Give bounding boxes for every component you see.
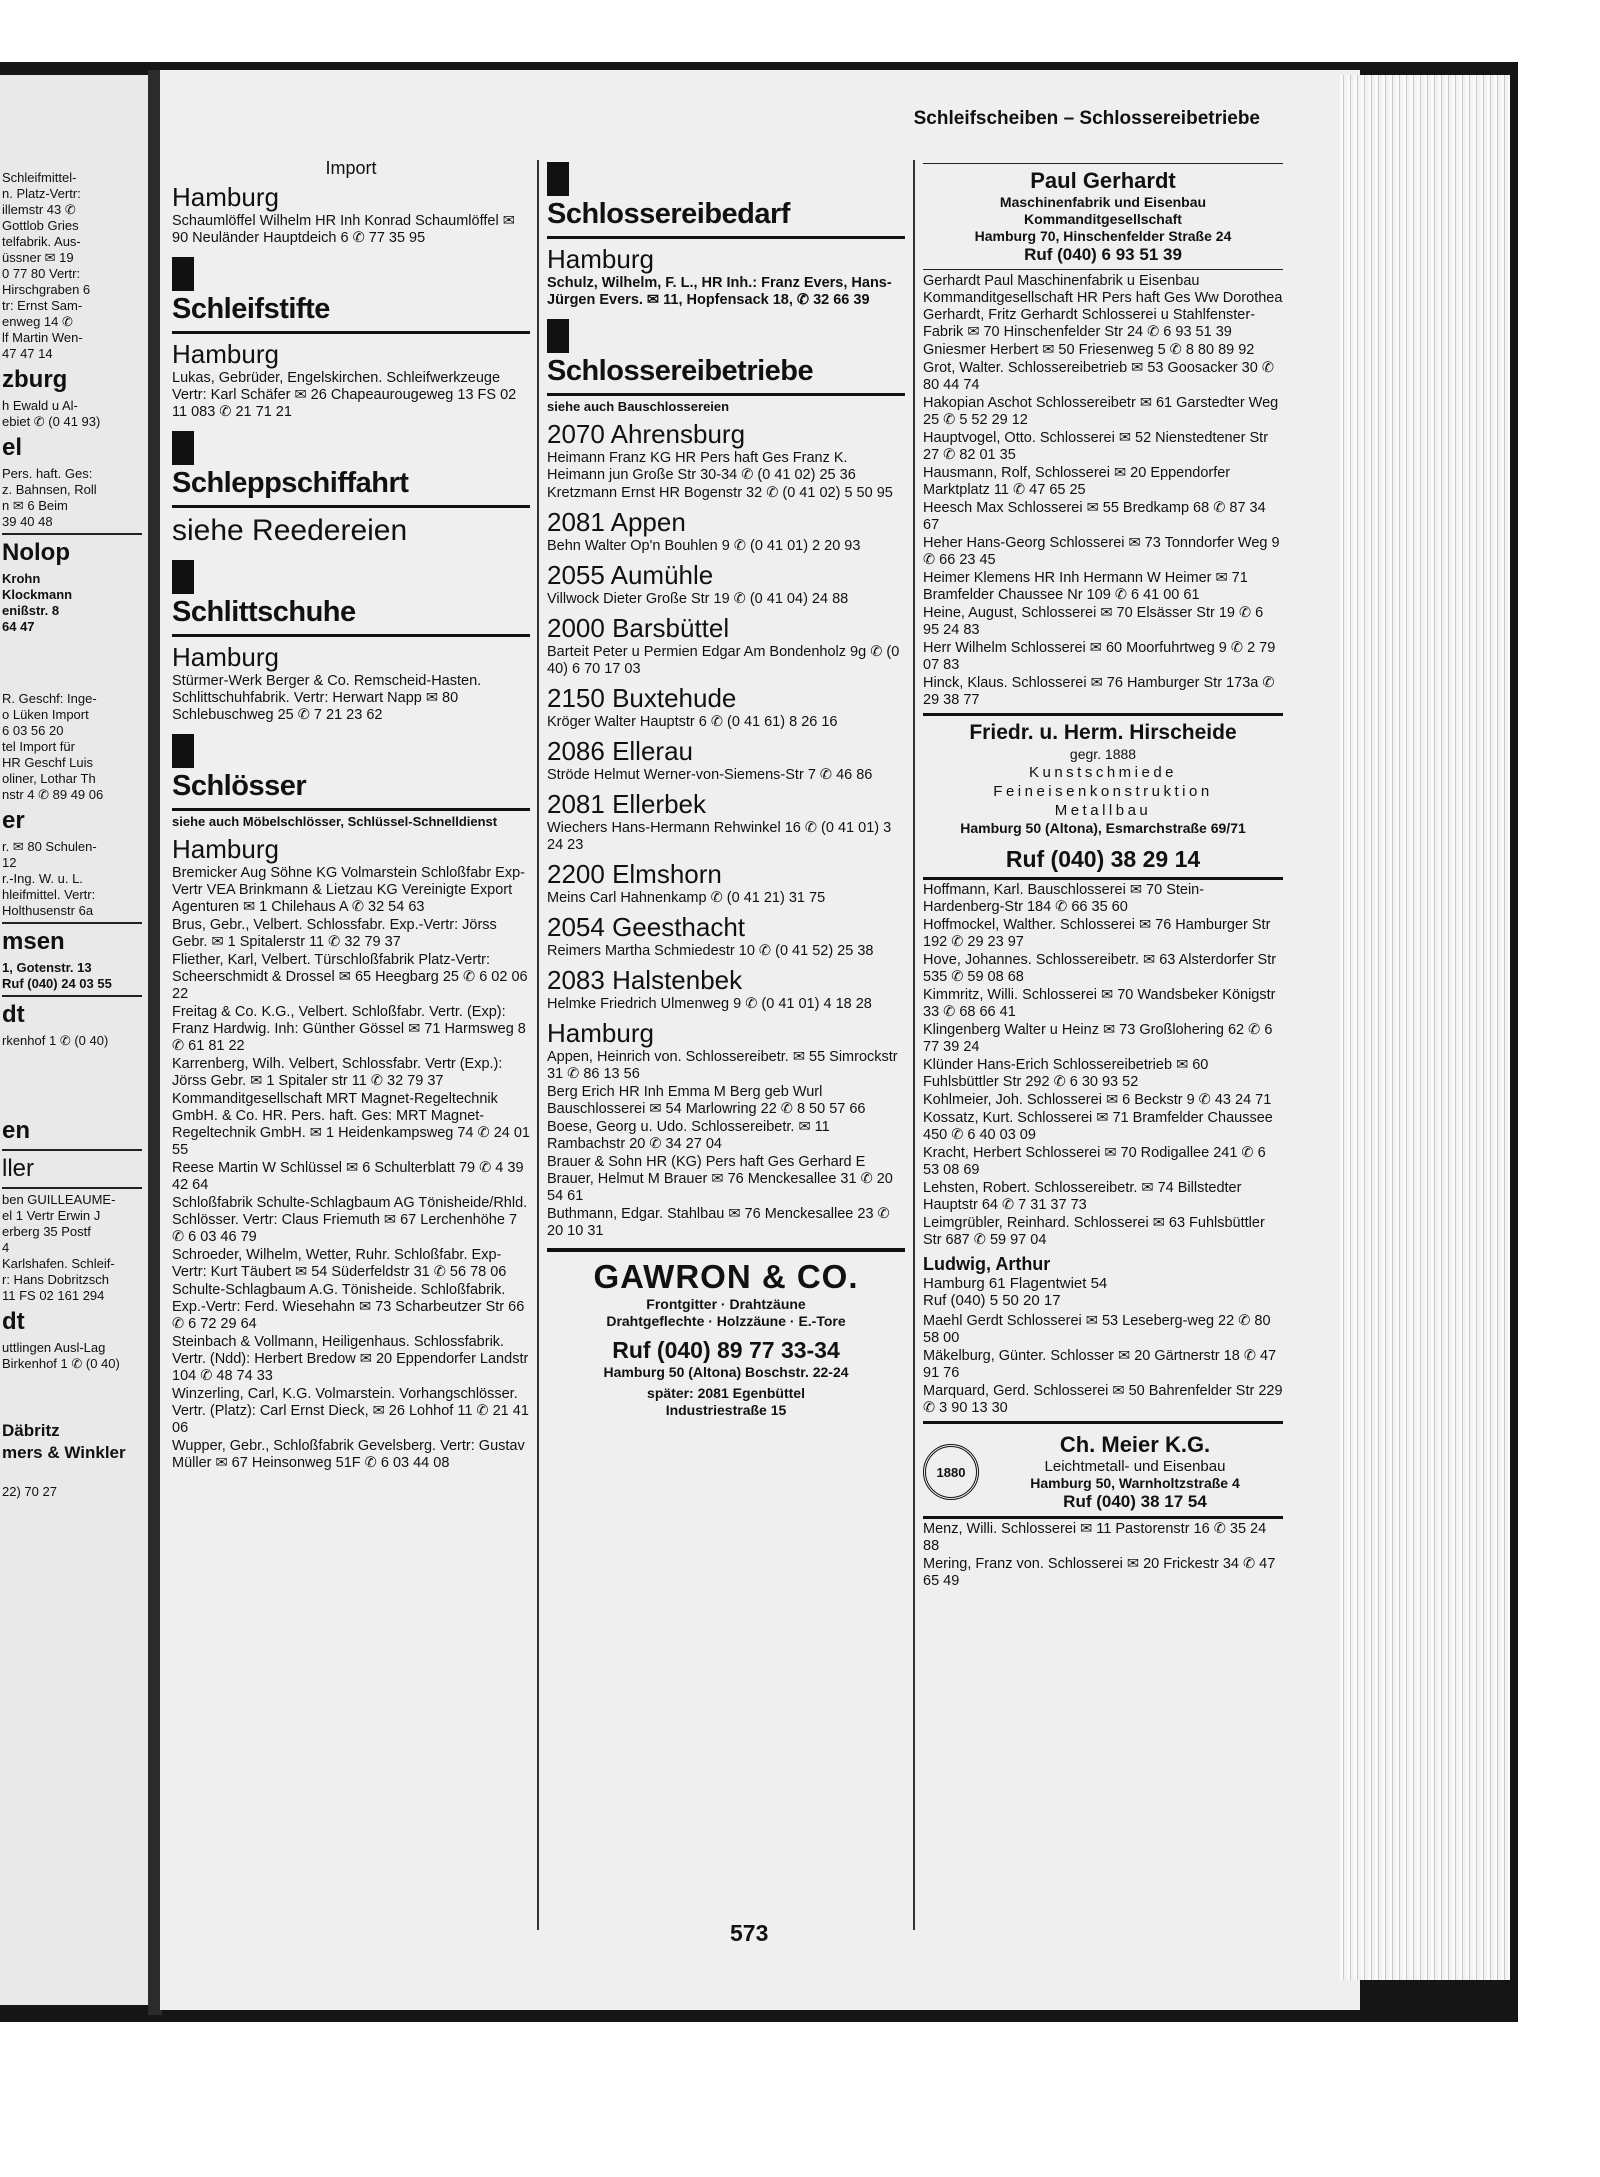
section-marker [172, 560, 194, 594]
advert-address: Hamburg 50 (Altona), Esmarchstraße 69/71 [960, 820, 1246, 836]
gawron-advert [547, 1248, 905, 1419]
section-title: Schleifstifte [172, 293, 330, 325]
left-page-line: enißstr. 8 [2, 603, 60, 618]
left-page-line: illemstr 43 ✆ [2, 202, 76, 217]
entry: Menz, Willi. Schlosserei ✉ 11 Pastorenstr 16 ✆ 35 24 88 [923, 1521, 1267, 1554]
left-page-line: 6 03 56 20 [2, 723, 64, 738]
entry: Gniesmer Herbert ✉ 50 Friesenweg 5 ✆ 8 80 89 92 [923, 342, 1255, 358]
divider [923, 163, 1283, 164]
advert-founded: gegr. 1888 [1069, 746, 1137, 762]
advert-line: Metallbau [1054, 802, 1152, 819]
entry: Winzerling, Carl, K.G. Volmarstein. Vorhangschlösser. Vertr. (Platz): Carl Ernst Dieck, ✉ 26 Lohhof 11 ✆ 21 41 06 [172, 1386, 529, 1436]
city-heading: Hamburg [172, 642, 279, 672]
section-marker [172, 257, 194, 291]
see-also: siehe auch Bauschlossereien [547, 399, 730, 414]
entry: Hoffmockel, Walther. Schlosserei ✉ 76 Hamburger Str 192 ✆ 29 23 97 [923, 917, 1271, 950]
entry: Klünder Hans-Erich Schlossereibetrieb ✉ 60 Fuhlsbüttler Str 292 ✆ 6 30 93 52 [923, 1057, 1209, 1090]
entry: Freitag & Co. K.G., Velbert. Schloßfabr. Vertr. (Exp): Franz Hardwig. Inh: Günther Gössel ✉ 71 Harmsweg 8 ✆ 61 81 22 [172, 1004, 526, 1054]
left-page-line: mers & Winkler [2, 1443, 126, 1462]
entry: Leimgrübler, Reinhard. Schlosserei ✉ 63 Fuhlsbüttler Str 687 ✆ 59 97 04 [923, 1215, 1265, 1248]
entry: Klingenberg Walter u Heinz ✉ 73 Großlohering 62 ✆ 6 77 39 24 [923, 1022, 1273, 1055]
entry: Reese Martin W Schlüssel ✉ 6 Schulterblatt 79 ✆ 4 39 42 64 [172, 1160, 524, 1193]
entry: Brauer & Sohn HR (KG) Pers haft Ges Gerhard E Brauer, Helmut M Brauer ✉ 76 Menckesallee 31 ✆ 20 54 61 [547, 1154, 893, 1204]
city-heading: 2081 Appen [547, 507, 686, 537]
entry: Grot, Walter. Schlossereibetrieb ✉ 53 Goosacker 30 ✆ 80 44 74 [923, 360, 1274, 393]
entry-phone: Ruf (040) 5 50 20 17 [923, 1292, 1061, 1309]
advert-line: Frontgitter · Drahtzäune [646, 1296, 806, 1312]
column-2 [547, 160, 905, 1423]
divider [2, 922, 142, 924]
entry: Schulte-Schlagbaum A.G. Tönisheide. Schloßfabrik. Exp.-Vertr: Ferd. Wiesehahn ✉ 73 Scharbeutzer Str 66 ✆ 6 72 29 64 [172, 1282, 525, 1332]
advert-name: Paul Gerhardt [1030, 168, 1176, 193]
running-title: Schleifscheiben – Schlossereibetriebe [913, 108, 1260, 129]
left-page-line: r: Hans Dobritzsch [2, 1272, 109, 1287]
entry: Herr Wilhelm Schlosserei ✉ 60 Moorfuhrtweg 9 ✆ 2 79 07 83 [923, 640, 1276, 673]
left-page-line: 1, Gotenstr. 13 [2, 960, 92, 975]
left-page-line: 47 47 14 [2, 346, 53, 361]
left-page-line: ebiet ✆ (0 41 93) [2, 414, 101, 429]
city-heading: 2054 Geesthacht [547, 912, 746, 942]
left-page-line: h Ewald u Al- [2, 398, 78, 413]
entry: Mäkelburg, Günter. Schlosser ✉ 20 Gärtnerstr 18 ✆ 47 91 76 [923, 1348, 1277, 1381]
section-title: Schlossereibetriebe [547, 355, 814, 387]
entry: Kretzmann Ernst HR Bogenstr 32 ✆ (0 41 02) 5 50 95 [547, 485, 893, 501]
divider [2, 1149, 142, 1151]
entry: Hauptvogel, Otto. Schlosserei ✉ 52 Nienstedtener Str 27 ✆ 82 01 35 [923, 430, 1269, 463]
section-rule [172, 331, 530, 334]
entry: Schroeder, Wilhelm, Wetter, Ruhr. Schloßfabr. Exp-Vertr: Kurt Täubert ✉ 54 Süderfeldstr 31 ✆ 56 78 06 [172, 1247, 507, 1280]
entry-address: Hamburg 61 Flagentwiet 54 [923, 1275, 1108, 1292]
city-heading: 2081 Ellerbek [547, 789, 706, 819]
left-heading: msen [2, 928, 65, 955]
left-page-line: üssner ✉ 19 [2, 250, 74, 265]
left-heading: dt [2, 1001, 25, 1028]
page-number: 573 [730, 1920, 769, 1946]
left-heading: ller [2, 1155, 35, 1182]
left-page-line: erberg 35 Postf [2, 1224, 91, 1239]
entry: Kröger Walter Hauptstr 6 ✆ (0 41 61) 8 26 16 [547, 714, 838, 730]
entry: Hoffmann, Karl. Bauschlosserei ✉ 70 Stein-Hardenberg-Str 184 ✆ 66 35 60 [923, 882, 1205, 915]
city-heading: 2070 Ahrensburg [547, 419, 746, 449]
left-page-line: n ✉ 6 Beim [2, 498, 68, 513]
entry: Hove, Johannes. Schlossereibetr. ✉ 63 Alsterdorfer Str 535 ✆ 59 08 68 [923, 952, 1277, 985]
left-heading: dt [2, 1308, 25, 1335]
advert-line: Drahtgeflechte · Holzzäune · E.-Tore [606, 1313, 846, 1329]
city-heading: 2055 Aumühle [547, 560, 714, 590]
divider [923, 713, 1283, 716]
left-page-line: Gottlob Gries [2, 218, 79, 233]
entry: Bremicker Aug Söhne KG Volmarstein Schloßfabr Exp-Vertr VEA Brinkmann & Lietzau KG Vereinigte Export Agenturen ✉ 1 Chilehaus A ✆ 32 54 63 [172, 865, 525, 915]
city-heading: 2086 Ellerau [547, 736, 693, 766]
entry: Heine, August, Schlosserei ✉ 70 Elsässer Str 19 ✆ 6 95 24 83 [923, 605, 1264, 638]
advert-line: Industriestraße 15 [665, 1402, 787, 1418]
entry: Barteit Peter u Permien Edgar Am Bondenholz 9g ✆ (0 40) 6 70 17 03 [547, 644, 900, 677]
section-title: Schlösser [172, 770, 307, 802]
entry: Reimers Martha Schmiedestr 10 ✆ (0 41 52) 25 38 [547, 943, 874, 959]
entry: Meins Carl Hahnenkamp ✆ (0 41 21) 31 75 [547, 890, 826, 906]
entry: Schaumlöffel Wilhelm HR Inh Konrad Schaumlöffel ✉ 90 Neuländer Hauptdeich 6 ✆ 77 35 95 [172, 213, 515, 246]
city-heading: Hamburg [547, 244, 654, 274]
left-page-line: 4 [2, 1240, 10, 1255]
entry: Stürmer-Werk Berger & Co. Remscheid-Hasten. Schlittschuhfabrik. Vertr: Herwart Napp ✉ 80 Schlebuschweg 25 ✆ 7 21 23 62 [172, 673, 482, 723]
advert-address: Hamburg 50, Warnholtzstraße 4 [1030, 1475, 1240, 1491]
entry: Maehl Gerdt Schlosserei ✉ 53 Leseberg-weg 22 ✆ 80 58 00 [923, 1313, 1271, 1346]
entry: Heimann Franz KG HR Pers haft Ges Franz K. Heimann jun Große Str 30-34 ✆ (0 41 02) 25 36 [547, 450, 856, 483]
section-marker [172, 734, 194, 768]
entry: Hinck, Klaus. Schlosserei ✉ 76 Hamburger Str 173a ✆ 29 38 77 [923, 675, 1275, 708]
section-title: Schleppschiffahrt [172, 467, 409, 499]
gerhardt-advert [923, 168, 1283, 265]
left-page-line: tel Import für [2, 739, 75, 754]
advert-name: Ch. Meier K.G. [1059, 1432, 1211, 1457]
entry: Karrenberg, Wilh. Velbert, Schlossfabr. Vertr (Exp.): Jörss Gebr. ✉ 1 Spitaler str 11 ✆ 32 79 37 [172, 1056, 503, 1089]
advert-phone: Ruf (040) 38 17 54 [1063, 1492, 1207, 1511]
cross-reference: siehe Reedereien [172, 514, 408, 547]
entry: Buthmann, Edgar. Stahlbau ✉ 76 Menckesallee 23 ✆ 20 10 31 [547, 1206, 890, 1239]
entry: Kracht, Herbert Schlosserei ✉ 70 Rodigallee 241 ✆ 6 53 08 69 [923, 1145, 1266, 1178]
left-heading: en [2, 1117, 31, 1144]
city-heading: 2000 Barsbüttel [547, 613, 730, 643]
left-page-line: lf Martin Wen- [2, 330, 83, 345]
section-rule [547, 236, 905, 239]
hirscheide-advert [923, 720, 1283, 873]
left-page-line: Karlshafen. Schleif- [2, 1256, 115, 1271]
left-page-line: Ruf (040) 24 03 55 [2, 976, 112, 991]
advert-line: Kommanditgesellschaft [1024, 211, 1182, 227]
entry: Boese, Georg u. Udo. Schlossereibetr. ✉ 11 Rambachstr 20 ✆ 34 27 04 [547, 1119, 830, 1152]
entry: Marquard, Gerd. Schlosserei ✉ 50 Bahrenfelder Str 229 ✆ 3 90 13 30 [923, 1383, 1283, 1416]
divider [923, 269, 1283, 270]
entry: Wupper, Gebr., Schloßfabrik Gevelsberg. Vertr: Gustav Müller ✉ 67 Heinsonweg 51F ✆ 6 03 44 08 [172, 1438, 525, 1471]
column-rule [913, 160, 915, 1930]
left-page-line: Krohn [2, 571, 41, 586]
entry: Wiechers Hans-Hermann Rehwinkel 16 ✆ (0 41 01) 3 24 23 [547, 820, 892, 853]
column-rule [537, 160, 539, 1930]
divider [923, 877, 1283, 880]
left-page-line: z. Bahnsen, Roll [2, 482, 97, 497]
left-page-line: telfabrik. Aus- [2, 234, 81, 249]
section-rule [172, 505, 530, 508]
advert-line: Leichtmetall- und Eisenbau [1044, 1458, 1226, 1475]
divider [2, 1187, 142, 1189]
entry: Lukas, Gebrüder, Engelskirchen. Schleifwerkzeuge Vertr: Karl Schäfer ✉ 26 Chapeaurougeweg 13 FS 02 11 083 ✆ 21 71 21 [172, 370, 517, 420]
section-title: Schlossereibedarf [547, 198, 790, 230]
left-page-line: Birkenhof 1 ✆ (0 40) [2, 1356, 120, 1371]
entry: Hakopian Aschot Schlossereibetr ✉ 61 Garstedter Weg 25 ✆ 5 52 29 12 [923, 395, 1279, 428]
entry: Appen, Heinrich von. Schlossereibetr. ✉ 55 Simrockstr 31 ✆ 86 13 56 [547, 1049, 898, 1082]
left-page-line: hleifmittel. Vertr: [2, 887, 96, 902]
city-heading: Hamburg [172, 339, 279, 369]
entry: Mering, Franz von. Schlosserei ✉ 20 Frickestr 34 ✆ 47 65 49 [923, 1556, 1276, 1589]
entry: Kommanditgesellschaft MRT Magnet-Regeltechnik GmbH. & Co. HR. Pers. haft. Ges: MRT Magnet-Regeltechnik GmbH. ✉ 1 Heidenkampsweg 74 ✆ 24 01 55 [172, 1091, 530, 1158]
left-heading: er [2, 807, 25, 834]
left-page-line: Pers. haft. Ges: [2, 466, 93, 481]
entry-name: Ludwig, Arthur [923, 1254, 1051, 1274]
city-heading: 2200 Elmshorn [547, 859, 722, 889]
entry: Heimer Klemens HR Inh Hermann W Heimer ✉ 71 Bramfelder Chaussee Nr 109 ✆ 6 41 00 61 [923, 570, 1248, 603]
left-page-line: 11 FS 02 161 294 [2, 1288, 105, 1303]
advert-name: GAWRON & CO. [593, 1258, 859, 1295]
advert-phone: Ruf (040) 6 93 51 39 [1024, 245, 1182, 264]
entry: Hausmann, Rolf, Schlosserei ✉ 20 Eppendorfer Marktplatz 11 ✆ 47 65 25 [923, 465, 1231, 498]
left-page-line: Schleifmittel- [2, 170, 77, 185]
entry: Steinbach & Vollmann, Heiligenhaus. Schlossfabrik. Vertr. (Ndd): Herbert Bredow ✉ 20 Eppendorfer Landstr 104 ✆ 48 74 33 [172, 1334, 529, 1384]
left-page-line: Hirschgraben 6 [2, 282, 91, 297]
left-page-line: 64 47 [2, 619, 35, 634]
see-also: siehe auch Möbelschlösser, Schlüssel-Schnelldienst [172, 814, 498, 829]
left-page-line: el 1 Vertr Erwin J [2, 1208, 101, 1223]
advert-phone: Ruf (040) 89 77 33-34 [612, 1337, 840, 1363]
ludwig-entry [923, 1253, 1283, 1309]
divider [2, 995, 142, 997]
left-page-line: R. Geschf: Inge- [2, 691, 97, 706]
entry: Kimmritz, Willi. Schlosserei ✉ 70 Wandsbeker Königstr 33 ✆ 68 66 41 [923, 987, 1276, 1020]
left-page-line: tr: Ernst Sam- [2, 298, 83, 313]
left-page-line: Däbritz [2, 1421, 60, 1440]
left-page-line: Klockmann [2, 587, 73, 602]
entry: Schulz, Wilhelm, F. L., HR Inh.: Franz Evers, Hans-Jürgen Evers. ✉ 11, Hopfensack 18, ✆ 32 66 39 [547, 275, 892, 308]
company-seal: 1880 [923, 1444, 979, 1500]
entry: Gerhardt Paul Maschinenfabrik u Eisenbau Kommanditgesellschaft HR Pers haft Ges Ww Dorothea Gerhardt, Fritz Gerhardt Schlosserei u Stahlfenster-Fabrik ✉ 70 Hinschenfelder Str 24 ✆ 6 93 51 39 [923, 273, 1283, 340]
city-heading: Hamburg [172, 182, 279, 212]
advert-line: Maschinenfabrik und Eisenbau [999, 194, 1207, 210]
column-3 [923, 160, 1283, 1591]
section-title: Schlittschuhe [172, 596, 356, 628]
left-page-text [2, 170, 142, 1500]
entry: Ströde Helmut Werner-von-Siemens-Str 7 ✆ 46 86 [547, 767, 873, 783]
entry: Villwock Dieter Große Str 19 ✆ (0 41 04) 24 88 [547, 591, 849, 607]
divider [2, 533, 142, 535]
entry: Heesch Max Schlosserei ✉ 55 Bredkamp 68 ✆ 87 34 67 [923, 500, 1266, 533]
meier-advert [923, 1432, 1283, 1512]
left-page-line: 0 77 80 Vertr: [2, 266, 81, 281]
city-heading: Hamburg [547, 1018, 654, 1048]
entry: Fliether, Karl, Velbert. Türschloßfabrik Platz-Vertr: Scheerschmidt & Drossel ✉ 65 Heegbarg 25 ✆ 6 02 06 22 [172, 952, 528, 1002]
left-page-line: enweg 14 ✆ [2, 314, 73, 329]
left-page-line: Holthusenstr 6a [2, 903, 94, 918]
left-page-line: r. ✉ 80 Schulen- [2, 839, 97, 854]
left-page-line: 22) 70 27 [2, 1484, 57, 1499]
section-rule [172, 634, 530, 637]
divider [923, 1516, 1283, 1519]
city-heading: Hamburg [172, 834, 279, 864]
left-heading: el [2, 434, 23, 461]
entry: Lehsten, Robert. Schlossereibetr. ✉ 74 Billstedter Hauptstr 64 ✆ 7 31 37 73 [923, 1180, 1242, 1213]
divider [923, 1421, 1283, 1424]
advert-phone: Ruf (040) 38 29 14 [1005, 846, 1201, 872]
left-page-line: 12 [2, 855, 17, 870]
left-page-line: nstr 4 ✆ 89 49 06 [2, 787, 104, 802]
advert-name: Friedr. u. Herm. Hirscheide [969, 721, 1237, 744]
section-marker [172, 431, 194, 465]
column-1 [172, 160, 530, 1473]
left-page-line: o Lüken Import [2, 707, 89, 722]
left-page-line: ben GUILLEAUME- [2, 1192, 116, 1207]
left-page-line: uttlingen Ausl-Lag [2, 1340, 106, 1355]
entry: Heher Hans-Georg Schlosserei ✉ 73 Tonndorfer Weg 9 ✆ 66 23 45 [923, 535, 1280, 568]
city-heading: 2150 Buxtehude [547, 683, 737, 713]
advert-line: später: 2081 Egenbüttel [647, 1385, 805, 1401]
section-rule [547, 393, 905, 396]
entry: Behn Walter Op'n Bouhlen 9 ✆ (0 41 01) 2 20 93 [547, 538, 861, 554]
city-heading: 2083 Halstenbek [547, 965, 743, 995]
entry: Helmke Friedrich Ulmenweg 9 ✆ (0 41 01) 4 18 28 [547, 996, 872, 1012]
left-page-line: oliner, Lothar Th [2, 771, 96, 786]
entry: Kossatz, Kurt. Schlosserei ✉ 71 Bramfelder Chaussee 450 ✆ 6 40 03 09 [923, 1110, 1273, 1143]
left-page-line: 39 40 48 [2, 514, 53, 529]
left-heading: Nolop [2, 539, 70, 566]
advert-address: Hamburg 50 (Altona) Boschstr. 22-24 [603, 1364, 849, 1380]
page-edges [1340, 75, 1510, 1980]
entry: Schloßfabrik Schulte-Schlagbaum AG Tönisheide/Rhld. Schlösser. Vertr: Claus Friemuth ✉ 67 Lerchenhöhe 7 ✆ 6 03 46 79 [172, 1195, 528, 1245]
advert-address: Hamburg 70, Hinschenfelder Straße 24 [974, 228, 1232, 244]
entry: Berg Erich HR Inh Emma M Berg geb Wurl Bauschlosserei ✉ 54 Marlowring 22 ✆ 8 50 57 66 [547, 1084, 866, 1117]
left-page-line: r.-Ing. W. u. L. [2, 871, 83, 886]
section-marker [547, 319, 569, 353]
advert-line: Feineisenkonstruktion [993, 783, 1213, 800]
entry: Brus, Gebr., Velbert. Schlossfabr. Exp.-Vertr: Jörss Gebr. ✉ 1 Spitalerstr 11 ✆ 32 79 37 [172, 917, 497, 950]
left-page-line: HR Geschf Luis [2, 755, 94, 770]
left-heading: zburg [2, 366, 68, 393]
entry: Kohlmeier, Joh. Schlosserei ✉ 6 Beckstr 9 ✆ 43 24 71 [923, 1092, 1272, 1108]
section-rule [172, 808, 530, 811]
left-page-line: rkenhof 1 ✆ (0 40) [2, 1033, 109, 1048]
left-page-line: n. Platz-Vertr: [2, 186, 81, 201]
section-marker [547, 162, 569, 196]
advert-line: Kunstschmiede [1028, 764, 1178, 781]
import-label: Import [325, 158, 377, 178]
